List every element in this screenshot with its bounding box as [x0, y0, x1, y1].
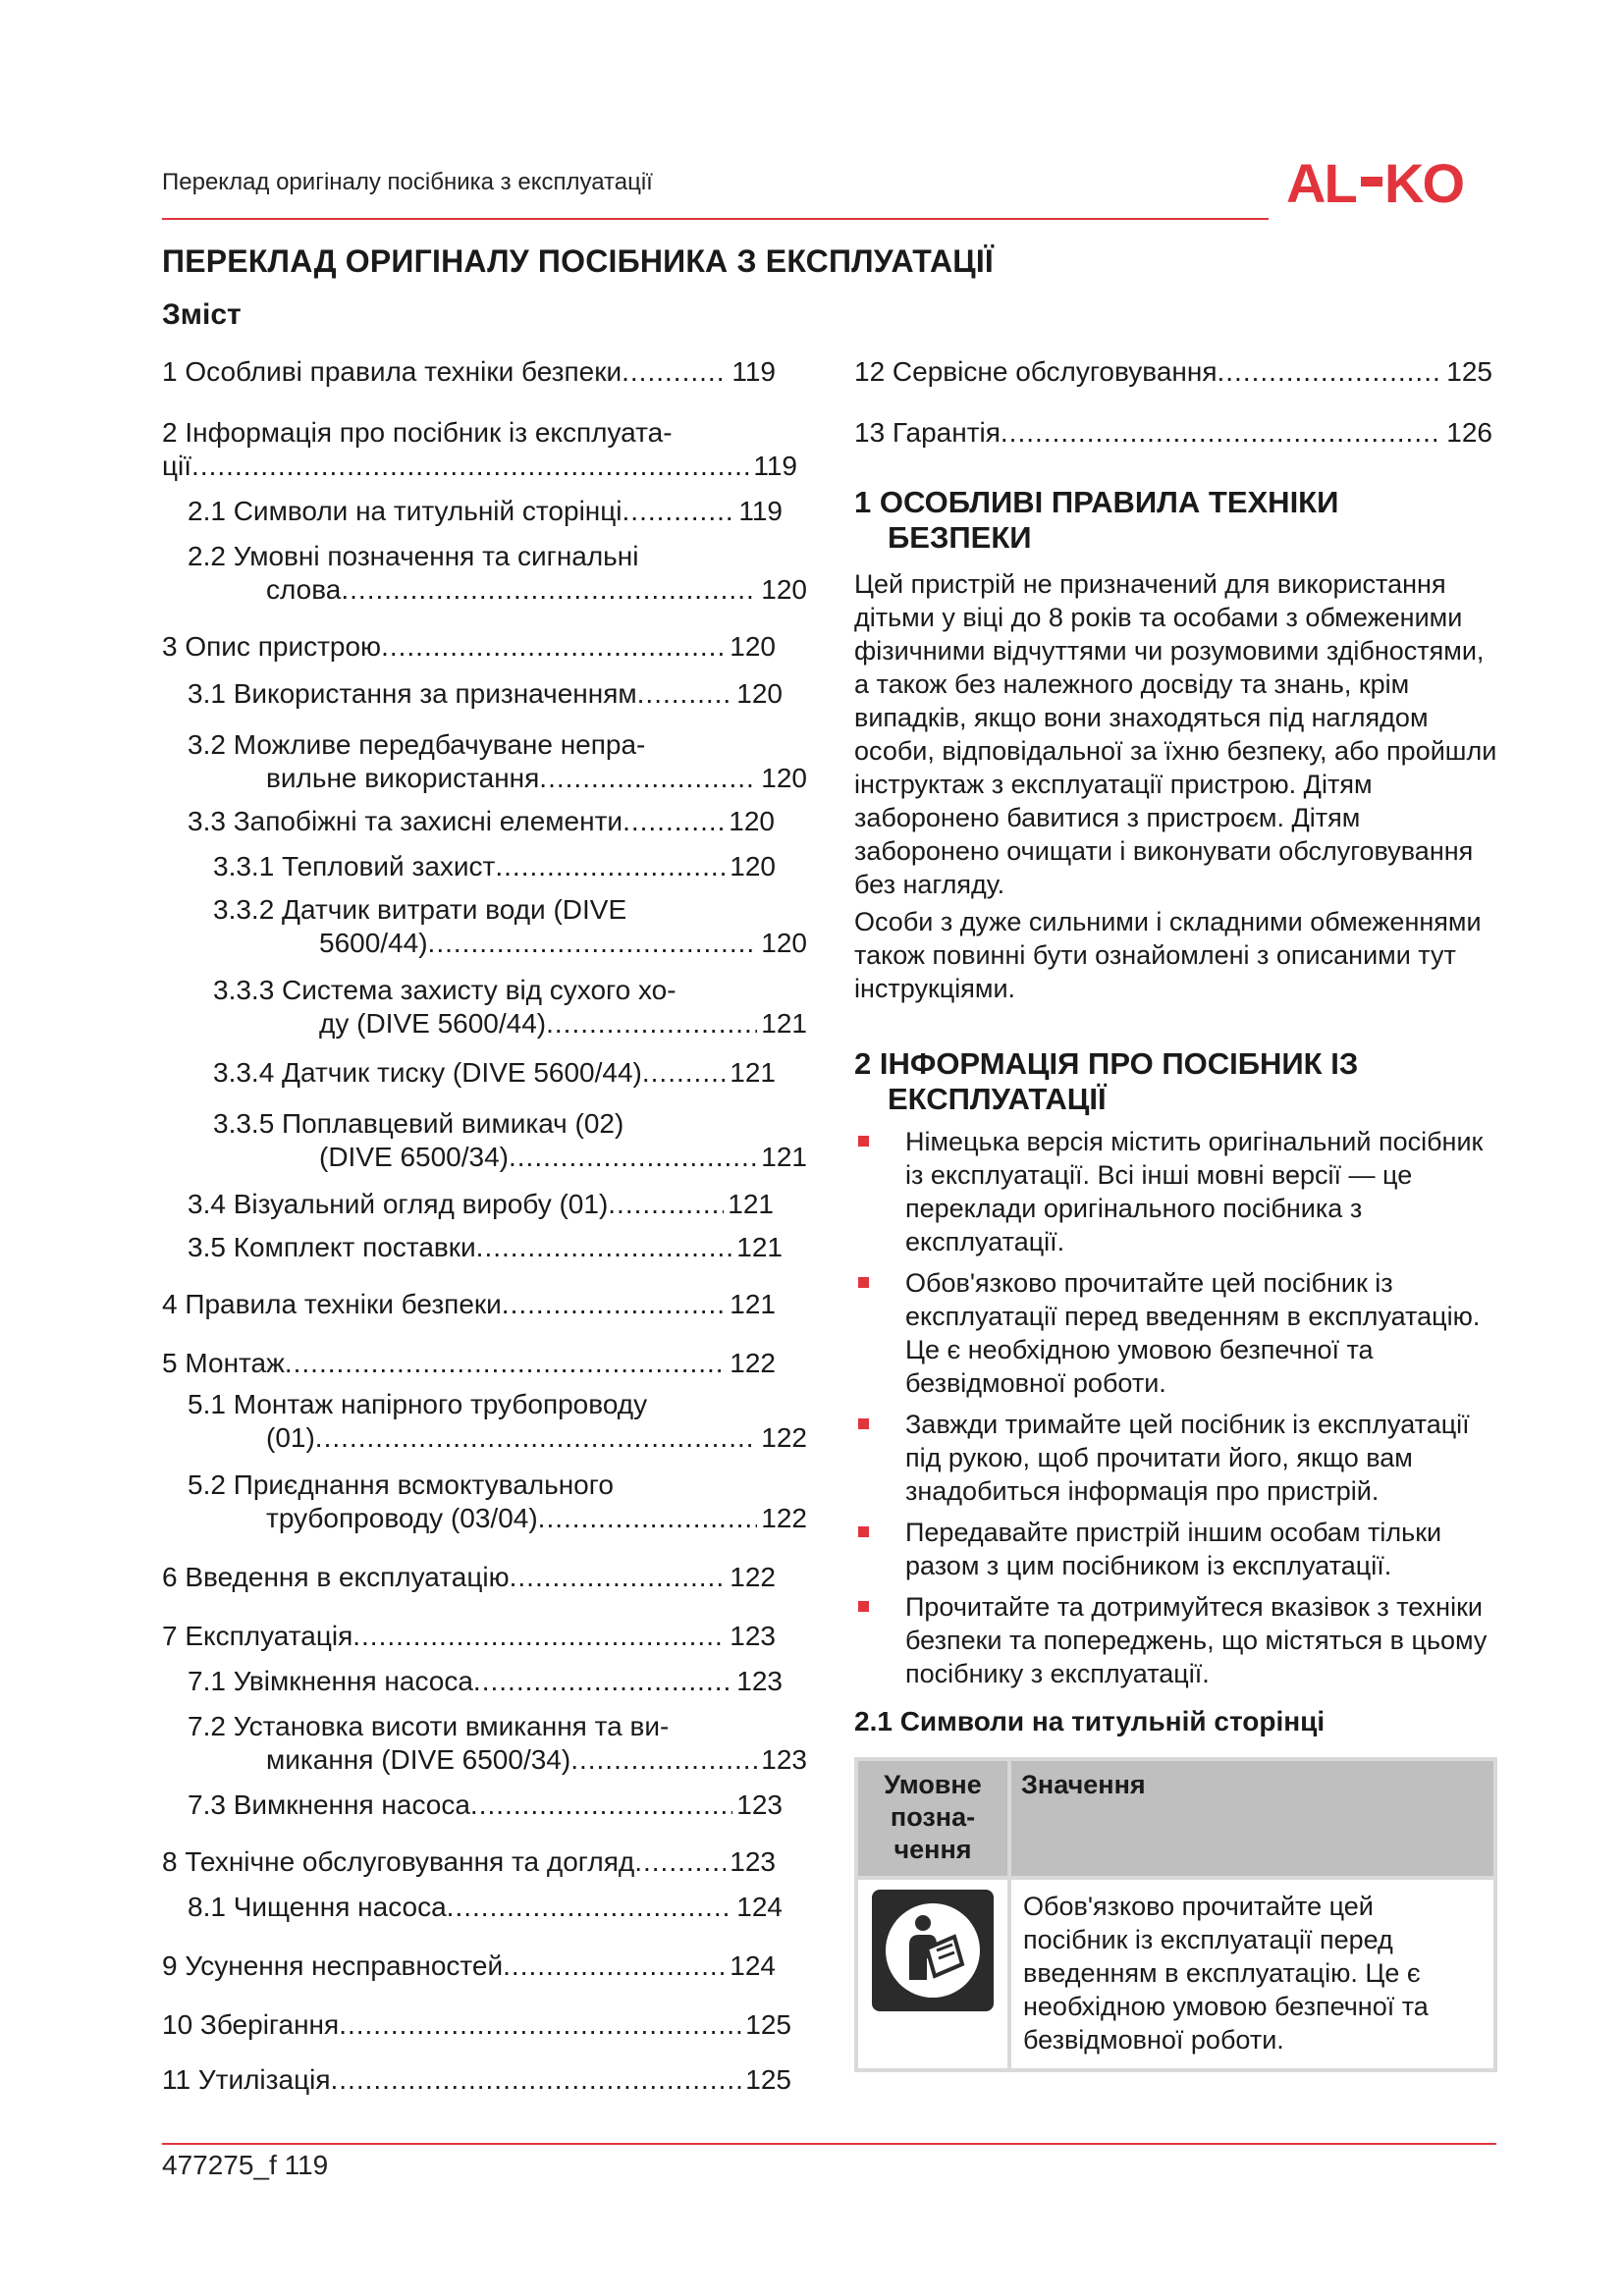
toc-leader — [1217, 355, 1442, 389]
svg-text:KO: KO — [1384, 155, 1463, 210]
toc-entry[interactable] — [162, 2063, 791, 2097]
table-header-symbol: Умовне позна-чення — [856, 1759, 1009, 1878]
toc-entry-title: 3.3.4 Датчик тиску (DIVE 5600/44) — [213, 1057, 642, 1088]
toc-entry[interactable] — [213, 850, 776, 883]
toc-entry-title: 4 Правила техніки безпеки — [162, 1289, 502, 1319]
table-header-row — [856, 1759, 1495, 1878]
toc-entry-title: 12 Сервісне обслуговування — [854, 356, 1218, 387]
toc-entry-title: 3.3.1 Тепловий захист — [213, 851, 496, 881]
toc-page-number: 119 — [731, 356, 776, 387]
toc-leader — [570, 1743, 757, 1777]
bullet-item: Прочитайте та дотримуйтеся вказівок з техніки безпеки та попереджень, що містяться в цьому посібнику з експлуатації. — [854, 1590, 1502, 1690]
toc-leader — [634, 1845, 726, 1879]
toc-page-number: 121 — [730, 1289, 776, 1319]
toc-entry-title-line1: 5.1 Монтаж напірного трубопроводу — [188, 1389, 648, 1419]
toc-page-number: 123 — [736, 1666, 783, 1696]
toc-entry-title: 6 Введення в експлуатацію — [162, 1562, 510, 1592]
header-rule — [162, 218, 1269, 220]
toc-entry[interactable] — [188, 1665, 783, 1698]
toc-heading: Зміст — [162, 298, 242, 331]
toc-page-number: 121 — [761, 1008, 807, 1039]
toc-entry-title: 2.1 Символи на титульній сторінці — [188, 496, 623, 526]
section-1-heading — [854, 485, 1492, 556]
toc-leader — [428, 927, 758, 960]
toc-entry-title-line1: 5.2 Приєднання всмоктувального — [188, 1469, 614, 1500]
toc-entry-title: 3.3 Запобіжні та захисні елементи — [188, 806, 623, 836]
toc-entry-title-line1: 3.2 Можливе передбачуване непра- — [188, 729, 646, 760]
toc-leader — [623, 495, 735, 528]
toc-entry[interactable] — [162, 1347, 776, 1380]
toc-leader — [539, 762, 757, 795]
toc-leader — [331, 2063, 742, 2097]
toc-entry-title-line2: слова — [266, 574, 342, 605]
toc-entry-title-line1: 2 Інформація про посібник із експлуата- — [162, 417, 673, 448]
toc-page-number: 122 — [761, 1503, 807, 1533]
toc-leader — [381, 630, 726, 664]
toc-leader — [622, 355, 728, 389]
toc-leader — [642, 1056, 726, 1090]
toc-page-number: 119 — [738, 496, 783, 526]
running-title: Переклад оригіналу посібника з експлуатації — [162, 169, 653, 195]
footer-page-reference: 477275_f 119 — [162, 2150, 329, 2180]
toc-entry[interactable] — [854, 355, 1492, 389]
bullet-square-icon — [858, 1277, 869, 1288]
toc-entry-title: 5 Монтаж — [162, 1348, 285, 1378]
bullet-square-icon — [858, 1526, 869, 1537]
toc-leader — [623, 805, 725, 838]
toc-leader — [339, 2008, 741, 2042]
bullet-item: Обов'язково прочитайте цей посібник із експлуатації перед введенням в експлуатацію. Це є необхідною умовою безпечної та безвідмовної роботи. — [854, 1266, 1502, 1400]
toc-entry-title-line2: ду (DIVE 5600/44) — [319, 1008, 547, 1039]
toc-page-number: 122 — [761, 1422, 807, 1453]
toc-entry-title: 8.1 Чищення насоса — [188, 1892, 447, 1922]
toc-page-number: 121 — [728, 1189, 774, 1219]
toc-entry-title-line2: микання (DIVE 6500/34) — [266, 1744, 571, 1775]
toc-leader — [470, 1789, 732, 1822]
toc-page-number: 123 — [761, 1744, 807, 1775]
toc-entry[interactable] — [188, 677, 783, 711]
toc-page-number: 124 — [730, 1950, 776, 1981]
toc-page-number: 122 — [730, 1562, 776, 1592]
toc-entry[interactable] — [188, 1710, 807, 1777]
toc-leader — [509, 1141, 757, 1174]
toc-entry-title-line2: ції — [162, 451, 192, 481]
toc-entry-title-line1: 3.3.2 Датчик витрати води (DIVE — [213, 894, 627, 925]
toc-page-number: 124 — [736, 1892, 783, 1922]
toc-entry-title: 8 Технічне обслуговування та догляд — [162, 1846, 635, 1877]
toc-leader — [637, 677, 733, 711]
bullet-square-icon — [858, 1418, 869, 1429]
symbols-table — [854, 1757, 1497, 2072]
toc-page-number: 122 — [730, 1348, 776, 1378]
toc-entry[interactable] — [162, 1949, 776, 1983]
toc-page-number: 123 — [736, 1789, 783, 1820]
toc-entry[interactable] — [188, 1789, 783, 1822]
section-2-bullet-list — [854, 1125, 1502, 1698]
toc-entry-title: 9 Усунення несправностей — [162, 1950, 504, 1981]
toc-entry-title-line1: 3.3.3 Система захисту від сухого хо- — [213, 975, 677, 1005]
toc-entry[interactable] — [188, 1188, 774, 1221]
toc-leader — [341, 573, 757, 607]
section-2-heading — [854, 1046, 1492, 1117]
symbol-cell — [856, 1878, 1009, 2070]
toc-page-number: 119 — [753, 451, 797, 481]
toc-entry[interactable] — [162, 1845, 776, 1879]
toc-leader — [510, 1561, 727, 1594]
toc-entry[interactable] — [213, 1056, 776, 1090]
table-row — [856, 1878, 1495, 2070]
toc-entry[interactable] — [188, 495, 783, 528]
document-title: ПЕРЕКЛАД ОРИГІНАЛУ ПОСІБНИКА З ЕКСПЛУАТАЦІЇ — [162, 243, 994, 279]
toc-leader — [1001, 416, 1442, 450]
toc-entry[interactable] — [162, 355, 776, 389]
toc-entry[interactable] — [162, 1561, 776, 1594]
toc-leader — [285, 1347, 726, 1380]
toc-entry-title: 11 Утилізація — [162, 2064, 331, 2095]
toc-entry-title-line2: (DIVE 6500/34) — [319, 1142, 509, 1172]
toc-leader — [352, 1620, 726, 1653]
toc-entry[interactable] — [162, 416, 797, 483]
section-2-heading-line1: 2 ІНФОРМАЦІЯ ПРО ПОСІБНИК ІЗ — [854, 1046, 1359, 1081]
toc-entry[interactable] — [188, 1891, 783, 1924]
toc-page-number: 121 — [761, 1142, 807, 1172]
toc-leader — [191, 450, 749, 483]
toc-entry[interactable] — [188, 1468, 807, 1535]
toc-page-number: 120 — [761, 574, 807, 605]
toc-leader — [502, 1288, 726, 1321]
toc-leader — [538, 1502, 758, 1535]
meaning-cell: Обов'язково прочитайте цей посібник із експлуатації перед введенням в експлуатацію. Це є необхідною умовою безпечної та безвідмовної роботи. — [1009, 1878, 1495, 2070]
al-ko-logo — [1286, 155, 1496, 210]
section-2-heading-line2: ЕКСПЛУАТАЦІЇ — [888, 1082, 1107, 1116]
toc-page-number: 125 — [745, 2064, 791, 2095]
toc-page-number: 120 — [730, 631, 776, 662]
section-2-1-heading: 2.1 Символи на титульній сторінці — [854, 1706, 1326, 1736]
toc-page-number: 123 — [730, 1621, 776, 1651]
toc-page-number: 121 — [736, 1232, 783, 1262]
toc-entry[interactable] — [188, 728, 807, 795]
section-1-heading-line2: БЕЗПЕКИ — [888, 520, 1032, 555]
bullet-item: Завжди тримайте цей посібник із експлуатації під рукою, щоб прочитати його, якщо вам знадобиться інформація про пристрій. — [854, 1408, 1502, 1508]
toc-page-number: 120 — [761, 763, 807, 793]
toc-page-number: 120 — [761, 928, 807, 958]
bullet-item: Передавайте пристрій іншим особам тільки разом з цим посібником із експлуатації. — [854, 1516, 1502, 1582]
bullet-square-icon — [858, 1136, 869, 1147]
toc-entry-title: 3.1 Використання за призначенням — [188, 678, 637, 709]
toc-leader — [495, 850, 726, 883]
toc-leader — [315, 1421, 757, 1455]
toc-entry[interactable] — [854, 416, 1492, 450]
toc-entry[interactable] — [188, 1231, 783, 1264]
toc-entry-title: 3.4 Візуальний огляд виробу (01) — [188, 1189, 609, 1219]
toc-entry-title: 13 Гарантія — [854, 417, 1001, 448]
toc-page-number: 120 — [730, 851, 776, 881]
toc-entry-title: 1 Особливі правила техніки безпеки — [162, 356, 623, 387]
toc-page-number: 125 — [1446, 356, 1492, 387]
table-header-meaning: Значення — [1009, 1759, 1495, 1878]
toc-entry-title: 7.1 Увімкнення насоса — [188, 1666, 473, 1696]
section-1-paragraph-1: Цей пристрій не призначений для використання дітьми у віці до 8 років та особами з обмеженими фізичними відчуттями чи розумовими здібностями, а також без належного досвіду та знань, крім випадків, якщо вони знаходяться під наглядом особи, відповідальної за їхню безпеку, або пройшли інструктаж з експлуатації пристрою. Дітям заборонено бавитися з пристроєм. Дітям заборонено очищати і виконувати обслуговування без нагляду. — [854, 569, 1497, 899]
toc-entry-title: 7.3 Вимкнення насоса — [188, 1789, 470, 1820]
toc-entry[interactable] — [213, 893, 807, 960]
section-1-heading-line1: 1 ОСОБЛИВІ ПРАВИЛА ТЕХНІКИ — [854, 485, 1339, 519]
toc-page-number: 121 — [730, 1057, 776, 1088]
toc-entry[interactable] — [213, 1107, 807, 1174]
toc-page-number: 123 — [730, 1846, 776, 1877]
toc-entry[interactable] — [162, 2008, 791, 2042]
toc-entry-title: 3.5 Комплект поставки — [188, 1232, 476, 1262]
toc-page-number: 125 — [745, 2009, 791, 2040]
toc-entry-title: 3 Опис пристрою — [162, 631, 382, 662]
toc-entry-title-line2: вильне використання — [266, 763, 540, 793]
bullet-square-icon — [858, 1601, 869, 1612]
read-manual-icon — [872, 1890, 994, 2011]
toc-leader — [546, 1007, 757, 1041]
toc-leader — [473, 1665, 732, 1698]
toc-entry-title-line1: 7.2 Установка висоти вмикання та ви- — [188, 1711, 670, 1741]
toc-entry[interactable] — [162, 1620, 776, 1653]
toc-entry-title-line2: 5600/44) — [319, 928, 428, 958]
toc-entry-title: 7 Експлуатація — [162, 1621, 353, 1651]
toc-page-number: 126 — [1446, 417, 1492, 448]
toc-entry-title-line2: трубопроводу (03/04) — [266, 1503, 538, 1533]
toc-entry[interactable] — [188, 805, 775, 838]
toc-entry[interactable] — [162, 630, 776, 664]
toc-leader — [503, 1949, 726, 1983]
section-1-paragraph-2: Особи з дуже сильними і складними обмеженнями також повинні бути ознайомлені з описаними тут інструкціями. — [854, 907, 1482, 1003]
toc-entry-title-line2: (01) — [266, 1422, 315, 1453]
toc-leader — [476, 1231, 733, 1264]
toc-entry-title-line1: 2.2 Умовні позначення та сигнальні — [188, 541, 639, 571]
toc-entry[interactable] — [213, 974, 807, 1041]
bullet-item: Німецька версія містить оригінальний посібник із експлуатації. Всі інші мовні версії — це переклади оригінального посібника з експлуатації. — [854, 1125, 1502, 1258]
toc-entry[interactable] — [162, 1288, 776, 1321]
toc-entry-title-line1: 3.3.5 Поплавцевий вимикач (02) — [213, 1108, 624, 1139]
toc-entry-title: 10 Зберігання — [162, 2009, 340, 2040]
toc-page-number: 120 — [736, 678, 783, 709]
toc-page-number: 120 — [729, 806, 775, 836]
toc-leader — [608, 1188, 724, 1221]
toc-entry[interactable] — [188, 1388, 807, 1455]
footer-rule — [162, 2143, 1496, 2145]
svg-text:AL: AL — [1286, 155, 1356, 210]
toc-leader — [447, 1891, 733, 1924]
toc-entry[interactable] — [188, 540, 807, 607]
